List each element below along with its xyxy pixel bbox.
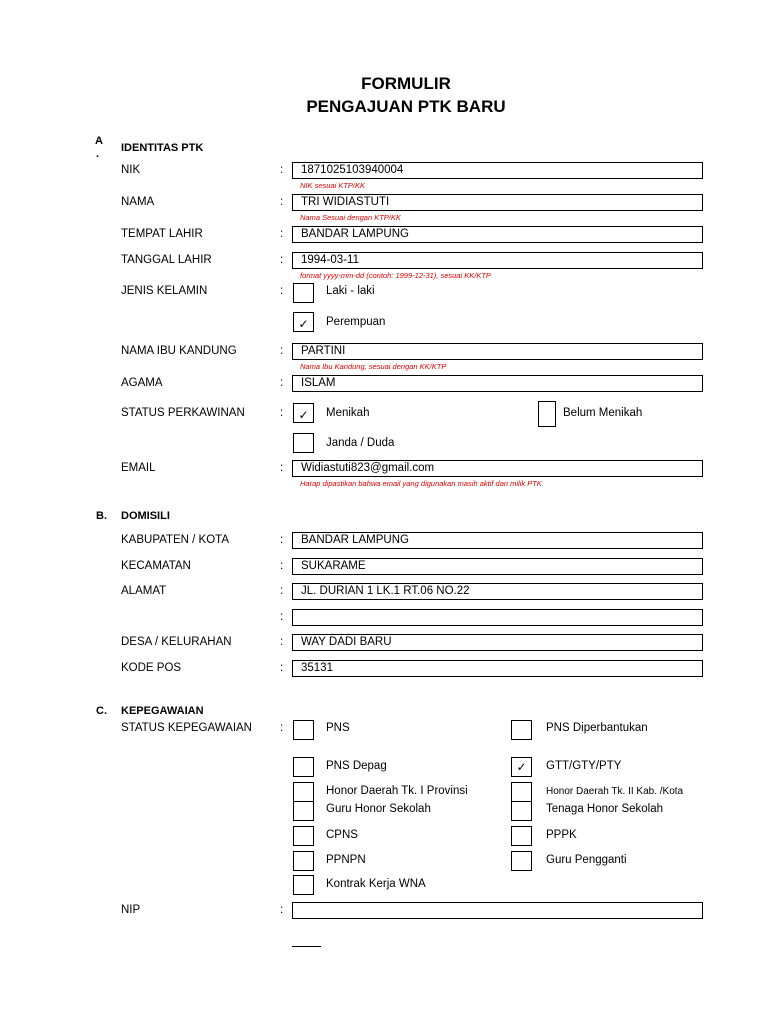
menikah-checkbox[interactable]: ✓ — [293, 403, 314, 423]
nama-ibu-field[interactable]: PARTINI — [292, 343, 703, 360]
menikah-label: Menikah — [326, 407, 370, 419]
nama-ibu-hint: Nama Ibu Kandung, sesuai dengan KK/KTP — [300, 362, 447, 371]
kontrak-wna-checkbox[interactable] — [293, 875, 314, 895]
pppk-checkbox[interactable] — [511, 826, 532, 846]
email-label: EMAIL — [121, 462, 156, 474]
perempuan-checkbox[interactable]: ✓ — [293, 312, 314, 332]
nik-field[interactable]: 1871025103940004 — [292, 162, 703, 179]
janda-duda-checkbox[interactable] — [293, 433, 314, 453]
pns-diperbantukan-checkbox[interactable] — [511, 720, 532, 740]
gtt-label: GTT/GTY/PTY — [546, 760, 622, 772]
colon: : — [280, 462, 284, 474]
guru-honor-checkbox[interactable] — [293, 801, 314, 821]
gtt-checkbox[interactable]: ✓ — [511, 757, 532, 777]
colon: : — [280, 585, 284, 597]
pns-label: PNS — [326, 722, 350, 734]
kabupaten-label: KABUPATEN / KOTA — [121, 534, 229, 546]
honor-provinsi-checkbox[interactable] — [293, 782, 314, 802]
pns-depag-checkbox[interactable] — [293, 757, 314, 777]
nama-label: NAMA — [121, 196, 155, 208]
colon: : — [280, 534, 284, 546]
section-b-letter: B. — [96, 510, 107, 522]
jenis-kelamin-label: JENIS KELAMIN — [121, 285, 208, 297]
ppnpn-checkbox[interactable] — [293, 851, 314, 871]
tenaga-honor-checkbox[interactable] — [511, 801, 532, 821]
agama-field[interactable]: ISLAM — [292, 375, 703, 392]
pns-depag-label: PNS Depag — [326, 760, 387, 772]
cpns-label: CPNS — [326, 829, 358, 841]
nip-field[interactable] — [292, 902, 703, 919]
colon: : — [280, 722, 284, 734]
colon: : — [280, 662, 284, 674]
pppk-label: PPPK — [546, 829, 577, 841]
colon: : — [280, 196, 284, 208]
agama-label: AGAMA — [121, 377, 163, 389]
tanggal-lahir-hint: format yyyy-mm-dd (contoh: 1999-12-31), sesuai KK/KTP — [300, 271, 491, 280]
colon: : — [280, 254, 284, 266]
colon: : — [280, 636, 284, 648]
kabupaten-field[interactable]: BANDAR LAMPUNG — [292, 532, 703, 549]
colon: : — [280, 560, 284, 572]
honor-kab-label: Honor Daerah Tk. II Kab. /Kota — [546, 786, 684, 797]
alamat-field-2[interactable] — [292, 609, 703, 626]
nik-hint: NIK sesuai KTP/KK — [300, 181, 366, 190]
alamat-field[interactable]: JL. DURIAN 1 LK.1 RT.06 NO.22 — [292, 583, 703, 600]
colon: : — [280, 345, 284, 357]
guru-honor-label: Guru Honor Sekolah — [326, 803, 431, 815]
alamat-label: ALAMAT — [121, 585, 167, 597]
kode-pos-field[interactable]: 35131 — [292, 660, 703, 677]
guru-pengganti-label: Guru Pengganti — [546, 854, 627, 866]
tempat-lahir-label: TEMPAT LAHIR — [121, 228, 203, 240]
cpns-checkbox[interactable] — [293, 826, 314, 846]
kecamatan-field[interactable]: SUKARAME — [292, 558, 703, 575]
laki-checkbox[interactable] — [293, 283, 314, 303]
kode-pos-label: KODE POS — [121, 662, 182, 674]
pns-checkbox[interactable] — [293, 720, 314, 740]
kecamatan-label: KECAMATAN — [121, 560, 191, 572]
guru-pengganti-checkbox[interactable] — [511, 851, 532, 871]
belum-menikah-label: Belum Menikah — [563, 407, 643, 419]
honor-kab-checkbox[interactable] — [511, 782, 532, 802]
colon: : — [280, 285, 284, 297]
colon: : — [280, 611, 284, 623]
desa-field[interactable]: WAY DADI BARU — [292, 634, 703, 651]
desa-label: DESA / KELURAHAN — [121, 636, 232, 648]
colon: : — [280, 164, 284, 176]
ppnpn-label: PPNPN — [326, 854, 366, 866]
section-a-title: IDENTITAS PTK — [121, 142, 204, 154]
nik-label: NIK — [121, 164, 141, 176]
colon: : — [280, 377, 284, 389]
email-field[interactable]: Widiastuti823@gmail.com — [292, 460, 703, 477]
status-perkawinan-label: STATUS PERKAWINAN — [121, 407, 245, 419]
form-subtitle: PENGAJUAN PTK BARU — [306, 97, 506, 116]
nama-hint: Nama Sesuai dengan KTP/KK — [300, 213, 401, 222]
section-c-title: KEPEGAWAIAN — [121, 705, 204, 717]
pns-diperbantukan-label: PNS Diperbantukan — [546, 722, 648, 734]
nama-ibu-label: NAMA IBU KANDUNG — [121, 345, 237, 357]
status-kepegawaian-label: STATUS KEPEGAWAIAN — [121, 722, 252, 734]
nama-field[interactable]: TRI WIDIASTUTI — [292, 194, 703, 211]
tanggal-lahir-label: TANGGAL LAHIR — [121, 254, 212, 266]
bottom-rule — [292, 946, 321, 947]
colon: : — [280, 228, 284, 240]
form-title: FORMULIR — [361, 74, 451, 93]
perempuan-label: Perempuan — [326, 316, 386, 328]
kontrak-wna-label: Kontrak Kerja WNA — [326, 878, 426, 890]
email-hint: Harap dipastikan bahwa email yang digunakan masih aktif dan milik PTK — [300, 479, 542, 488]
tempat-lahir-field[interactable]: BANDAR LAMPUNG — [292, 226, 703, 243]
colon: : — [280, 904, 284, 916]
nip-label: NIP — [121, 904, 141, 916]
section-c-letter: C. — [96, 705, 107, 717]
laki-label: Laki - laki — [326, 285, 375, 297]
belum-menikah-checkbox[interactable] — [538, 401, 556, 427]
tenaga-honor-label: Tenaga Honor Sekolah — [546, 803, 663, 815]
colon: : — [280, 407, 284, 419]
section-b-title: DOMISILI — [121, 510, 170, 522]
honor-provinsi-label: Honor Daerah Tk. I Provinsi — [326, 785, 468, 797]
section-a-letter: A — [95, 135, 103, 147]
section-a-dot: . — [96, 148, 100, 160]
tanggal-lahir-field[interactable]: 1994-03-11 — [292, 252, 703, 269]
janda-duda-label: Janda / Duda — [326, 437, 395, 449]
